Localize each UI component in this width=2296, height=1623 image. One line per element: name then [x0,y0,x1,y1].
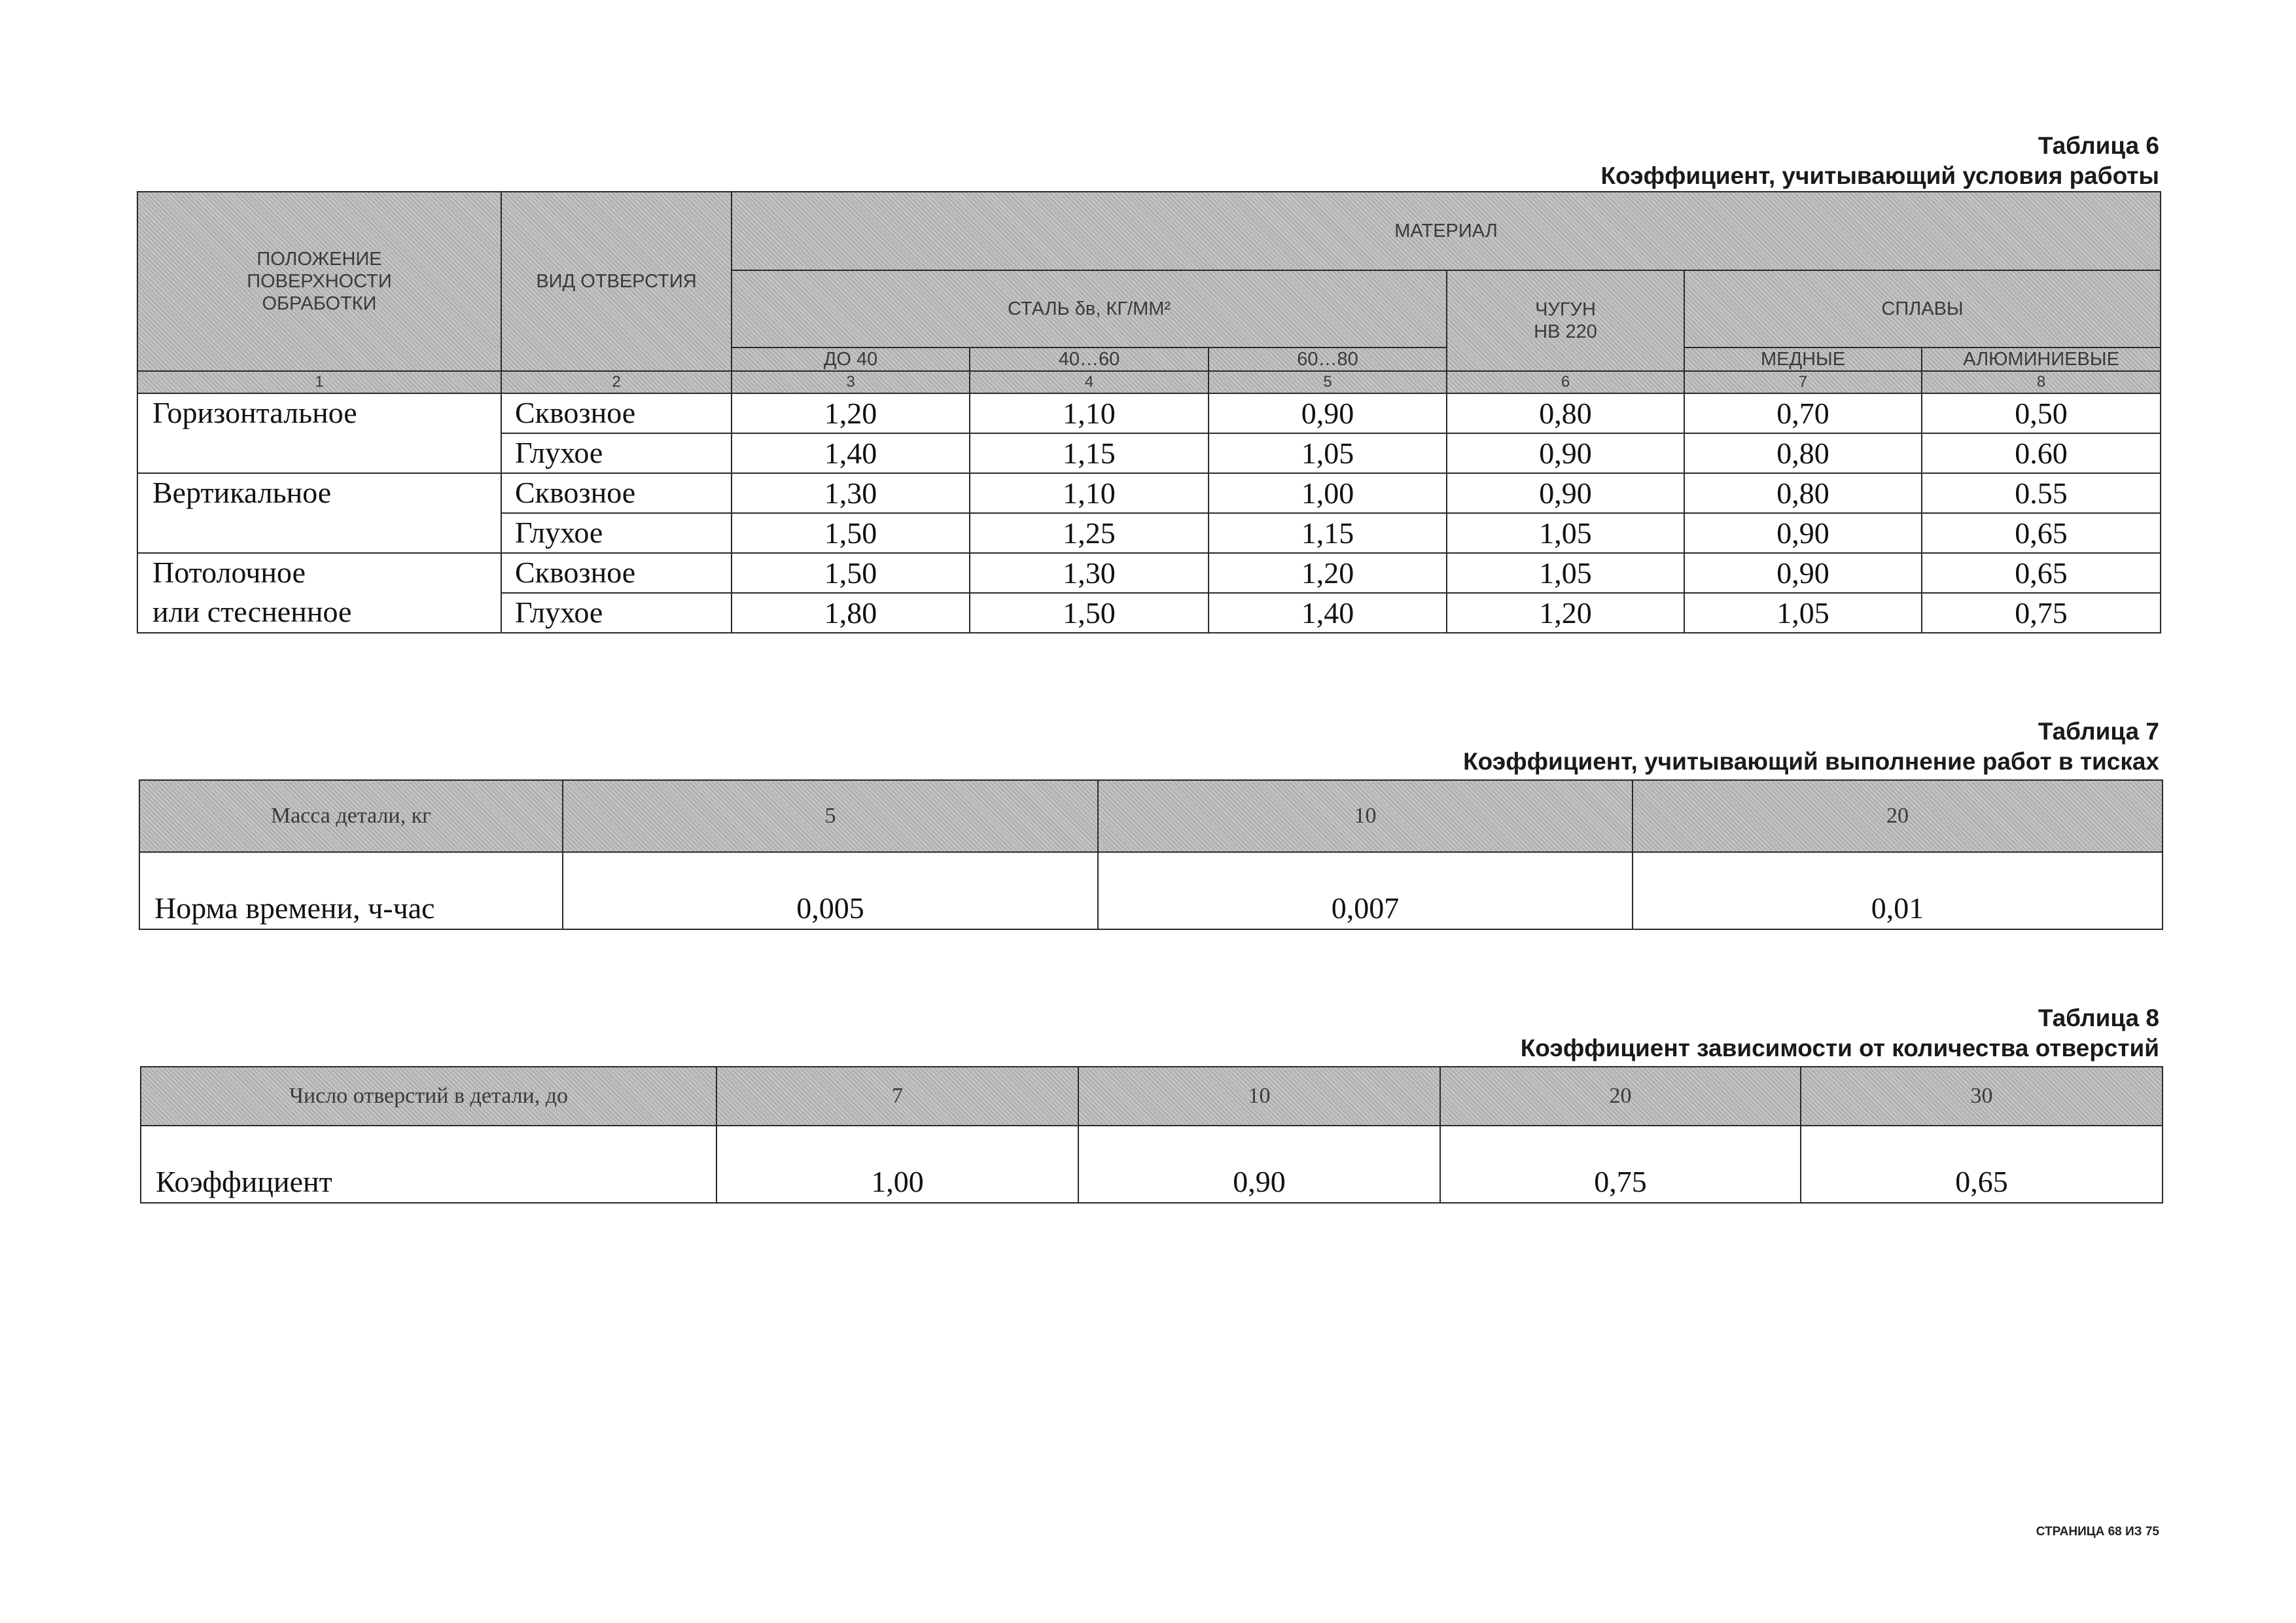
value-cell: 1,50 [732,553,970,593]
value-cell: 0,65 [1801,1126,2163,1203]
value-cell: 1,10 [970,473,1209,513]
table6-number: Таблица 6 [2038,132,2159,159]
value-cell: 0,80 [1447,393,1684,433]
value-cell: 1,40 [1209,593,1447,633]
header-hole-type: ВИД ОТВЕРСТИЯ [501,192,732,371]
value-cell: 1,05 [1684,593,1922,633]
column-number: 7 [1684,371,1922,393]
mass-value-header: 10 [1098,780,1633,852]
value-cell: 0,65 [1922,513,2161,553]
value-cell: 0,90 [1078,1126,1440,1203]
table8 [140,1066,2163,1204]
value-cell: 0,90 [1684,513,1922,553]
table7-number: Таблица 7 [2038,718,2159,745]
value-cell: 1,30 [970,553,1209,593]
value-cell: 0.55 [1922,473,2161,513]
header-alloys: СПЛАВЫ [1684,270,2161,348]
page-number: СТРАНИЦА 68 ИЗ 75 [2036,1525,2159,1539]
table-row [137,393,2161,433]
value-cell: 1,05 [1209,433,1447,473]
header-steel-40-60: 40…60 [970,348,1209,371]
header-cast-iron: ЧУГУН НВ 220 [1447,270,1684,371]
table-row [137,593,2161,633]
table-row [137,433,2161,473]
mass-value-header: 5 [563,780,1098,852]
value-cell: 1,20 [732,393,970,433]
hole-cell: Глухое [501,593,732,633]
value-cell: 0,65 [1922,553,2161,593]
table7 [139,779,2163,930]
header-copper: МЕДНЫЕ [1684,348,1922,371]
value-cell: 1,50 [970,593,1209,633]
position-cell [137,433,501,473]
table-row [137,473,2161,513]
position-cell [137,513,501,553]
column-number: 6 [1447,371,1684,393]
hole-cell: Сквозное [501,553,732,593]
table-row [141,1126,2163,1203]
hole-cell: Сквозное [501,473,732,513]
value-cell: 0,80 [1684,433,1922,473]
value-cell: 1,20 [1209,553,1447,593]
position-cell: или стесненное [137,593,501,633]
table8-title: Коэффициент зависимости от количества отверстий [1520,1035,2159,1061]
table-row [137,513,2161,553]
coefficient-label: Коэффициент [141,1126,716,1203]
position-cell: Потолочное [137,553,501,593]
value-cell: 1,80 [732,593,970,633]
column-number: 8 [1922,371,2161,393]
value-cell: 1,05 [1447,513,1684,553]
holes-value-header: 10 [1078,1067,1440,1126]
value-cell: 1,00 [716,1126,1078,1203]
table6-caption [1600,131,2159,191]
value-cell: 0.60 [1922,433,2161,473]
value-cell: 1,30 [732,473,970,513]
value-cell: 0,005 [563,852,1098,929]
table7-caption [1463,717,2159,777]
mass-value-header: 20 [1633,780,2163,852]
table8-caption [1521,1003,2159,1063]
table7-title: Коэффициент, учитывающий выполнение работ в тисках [1463,748,2159,775]
value-cell: 0,01 [1633,852,2163,929]
value-cell: 1,00 [1209,473,1447,513]
holes-value-header: 7 [716,1067,1078,1126]
value-cell: 0,90 [1447,433,1684,473]
table6 [137,191,2161,633]
holes-value-header: 30 [1801,1067,2163,1126]
value-cell: 1,05 [1447,553,1684,593]
hole-cell: Глухое [501,513,732,553]
table8-number: Таблица 8 [2038,1005,2159,1031]
value-cell: 0,90 [1209,393,1447,433]
column-number: 2 [501,371,732,393]
value-cell: 1,15 [1209,513,1447,553]
value-cell: 1,10 [970,393,1209,433]
table-row [137,553,2161,593]
header-steel-up-to-40: ДО 40 [732,348,970,371]
value-cell: 0,90 [1447,473,1684,513]
column-number: 3 [732,371,970,393]
header-steel: СТАЛЬ δв, КГ/ММ² [732,270,1447,348]
column-number: 5 [1209,371,1447,393]
value-cell: 1,15 [970,433,1209,473]
value-cell: 1,20 [1447,593,1684,633]
holes-value-header: 20 [1440,1067,1801,1126]
header-steel-60-80: 60…80 [1209,348,1447,371]
header-position: ПОЛОЖЕНИЕ ПОВЕРХНОСТИ ОБРАБОТКИ [137,192,501,371]
position-cell: Вертикальное [137,473,501,513]
value-cell: 0,75 [1440,1126,1801,1203]
column-number: 4 [970,371,1209,393]
hole-cell: Глухое [501,433,732,473]
value-cell: 1,50 [732,513,970,553]
value-cell: 0,007 [1098,852,1633,929]
value-cell: 1,25 [970,513,1209,553]
table6-title: Коэффициент, учитывающий условия работы [1600,162,2159,189]
value-cell: 0,90 [1684,553,1922,593]
time-norm-label: Норма времени, ч-час [139,852,563,929]
header-material: МАТЕРИАЛ [732,192,2161,270]
value-cell: 1,40 [732,433,970,473]
position-cell: Горизонтальное [137,393,501,433]
value-cell: 0,75 [1922,593,2161,633]
column-number: 1 [137,371,501,393]
table-row [139,852,2163,929]
value-cell: 0,70 [1684,393,1922,433]
value-cell: 0,50 [1922,393,2161,433]
value-cell: 0,80 [1684,473,1922,513]
mass-header: Масса детали, кг [139,780,563,852]
header-aluminum: АЛЮМИНИЕВЫЕ [1922,348,2161,371]
hole-cell: Сквозное [501,393,732,433]
holes-count-header: Число отверстий в детали, до [141,1067,716,1126]
